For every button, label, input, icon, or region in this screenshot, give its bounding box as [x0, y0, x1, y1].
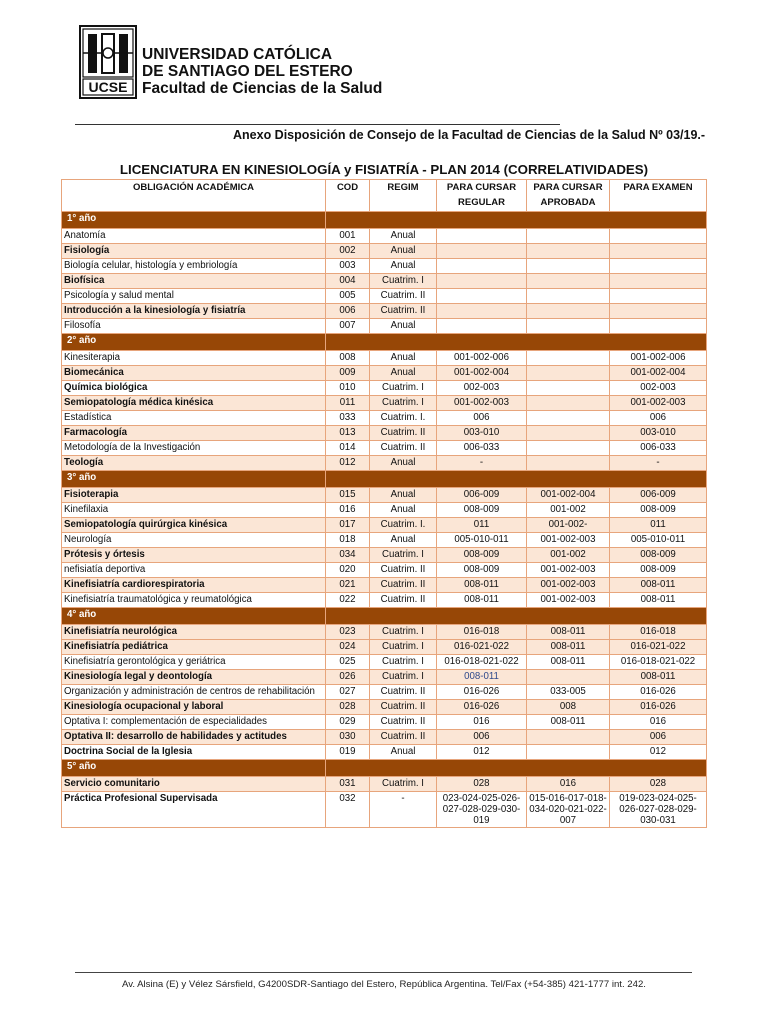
subject-name: Neurología	[62, 533, 326, 548]
subject-code: 021	[326, 578, 370, 593]
req-examen: 006	[610, 411, 707, 426]
subject-code: 031	[326, 777, 370, 792]
req-aprobada	[527, 396, 610, 411]
subject-regime: Anual	[370, 229, 437, 244]
req-regular: 008-009	[437, 563, 527, 578]
req-examen: 016	[610, 715, 707, 730]
subject-code: 024	[326, 640, 370, 655]
req-regular: 008-011	[437, 593, 527, 608]
subject-name: Optativa I: complementación de especialidades	[62, 715, 326, 730]
table-row	[62, 670, 707, 685]
table-row	[62, 518, 707, 533]
req-aprobada	[527, 351, 610, 366]
svg-text:UCSE: UCSE	[88, 79, 128, 95]
table-row	[62, 792, 707, 828]
subject-code: 019	[326, 745, 370, 760]
req-examen: 008-009	[610, 548, 707, 563]
subject-regime: Cuatrim. I	[370, 640, 437, 655]
subject-name: Química biológica	[62, 381, 326, 396]
subject-name: Psicología y salud mental	[62, 289, 326, 304]
req-aprobada: 008-011	[527, 715, 610, 730]
req-examen	[610, 244, 707, 259]
subject-code: 003	[326, 259, 370, 274]
header-aprobada	[527, 180, 610, 212]
institution-header	[142, 46, 382, 97]
table-row	[62, 366, 707, 381]
subject-regime: Anual	[370, 533, 437, 548]
req-examen: 005-010-011	[610, 533, 707, 548]
subject-regime: Cuatrim. II	[370, 578, 437, 593]
req-examen: 001-002-003	[610, 396, 707, 411]
table-row	[62, 625, 707, 640]
subject-code: 028	[326, 700, 370, 715]
subject-code: 034	[326, 548, 370, 563]
subject-name: Farmacología	[62, 426, 326, 441]
table-row	[62, 777, 707, 792]
header-aprobada-line1: PARA CURSAR	[533, 182, 603, 193]
subject-regime: Cuatrim. I	[370, 381, 437, 396]
req-examen: 001-002-006	[610, 351, 707, 366]
footer-divider	[75, 972, 692, 973]
subject-name: Teología	[62, 456, 326, 471]
subject-regime: Cuatrim. II	[370, 715, 437, 730]
subject-code: 016	[326, 503, 370, 518]
subject-regime: Cuatrim. I	[370, 548, 437, 563]
req-examen: 011	[610, 518, 707, 533]
req-regular: 016	[437, 715, 527, 730]
req-regular	[437, 244, 527, 259]
year-band-fill	[326, 760, 707, 777]
subject-regime: Cuatrim. II	[370, 593, 437, 608]
subject-regime: Anual	[370, 366, 437, 381]
subject-name: Semiopatología quirúrgica kinésica	[62, 518, 326, 533]
subject-regime: Cuatrim. II	[370, 685, 437, 700]
req-examen: 001-002-004	[610, 366, 707, 381]
subject-code: 025	[326, 655, 370, 670]
req-regular	[437, 259, 527, 274]
subject-name: Servicio comunitario	[62, 777, 326, 792]
subject-name: Kinesiología ocupacional y laboral	[62, 700, 326, 715]
req-regular	[437, 319, 527, 334]
table-row	[62, 685, 707, 700]
req-regular: 008-009	[437, 548, 527, 563]
req-regular: 016-018	[437, 625, 527, 640]
req-aprobada	[527, 229, 610, 244]
subject-name: Optativa II: desarrollo de habilidades y actitudes	[62, 730, 326, 745]
req-aprobada	[527, 366, 610, 381]
subject-code: 030	[326, 730, 370, 745]
subject-code: 018	[326, 533, 370, 548]
table-row	[62, 381, 707, 396]
subject-regime: Anual	[370, 745, 437, 760]
table-row	[62, 503, 707, 518]
faculty-name: Facultad de Ciencias de la Salud	[142, 80, 383, 97]
subject-name: Metodología de la Investigación	[62, 441, 326, 456]
req-aprobada	[527, 456, 610, 471]
req-examen: 002-003	[610, 381, 707, 396]
subject-code: 008	[326, 351, 370, 366]
document-title: LICENCIATURA EN KINESIOLOGÍA y FISIATRÍA - PLAN 2014 (CORRELATIVIDADES)	[119, 162, 649, 177]
subject-regime: Anual	[370, 259, 437, 274]
subject-name: Kinesiología legal y deontología	[62, 670, 326, 685]
subject-code: 032	[326, 792, 370, 828]
subject-name: Kinefisiatría pediátrica	[62, 640, 326, 655]
req-aprobada	[527, 304, 610, 319]
req-regular: 006	[437, 411, 527, 426]
subject-code: 012	[326, 456, 370, 471]
subject-name: Kinefisiatría gerontológica y geriátrica	[62, 655, 326, 670]
header-regular-line2: REGULAR	[458, 197, 505, 208]
req-examen: 008-011	[610, 593, 707, 608]
subject-code: 009	[326, 366, 370, 381]
header-obligation: OBLIGACIÓN ACADÉMICA	[62, 180, 326, 212]
table-row	[62, 244, 707, 259]
table-row	[62, 548, 707, 563]
year-label: 5° año	[62, 760, 326, 777]
req-examen	[610, 319, 707, 334]
req-regular: 008-009	[437, 503, 527, 518]
subject-name: Introducción a la kinesiología y fisiatría	[62, 304, 326, 319]
req-aprobada	[527, 274, 610, 289]
req-regular: 001-002-006	[437, 351, 527, 366]
table-row	[62, 578, 707, 593]
subject-regime: Cuatrim. II	[370, 441, 437, 456]
req-aprobada: 001-002-003	[527, 533, 610, 548]
req-examen: 019-023-024-025-026-027-028-029-030-031	[610, 792, 707, 828]
subject-regime: Anual	[370, 351, 437, 366]
correlatives-table	[61, 179, 707, 828]
table-row	[62, 304, 707, 319]
table-row	[62, 456, 707, 471]
req-examen: 008-011	[610, 578, 707, 593]
subject-code: 010	[326, 381, 370, 396]
req-aprobada: 015-016-017-018-034-020-021-022-007	[527, 792, 610, 828]
req-examen: 016-026	[610, 700, 707, 715]
req-regular: 008-011	[437, 670, 527, 685]
subject-name: Semiopatología médica kinésica	[62, 396, 326, 411]
header-regim: REGIM	[370, 180, 437, 212]
req-aprobada	[527, 730, 610, 745]
subject-code: 013	[326, 426, 370, 441]
subject-regime: Cuatrim. I	[370, 670, 437, 685]
req-regular: 016-026	[437, 700, 527, 715]
subject-code: 014	[326, 441, 370, 456]
req-aprobada: 001-002-	[527, 518, 610, 533]
subject-regime: Cuatrim. II	[370, 730, 437, 745]
req-regular: 016-021-022	[437, 640, 527, 655]
req-aprobada	[527, 319, 610, 334]
table-row	[62, 441, 707, 456]
subject-code: 005	[326, 289, 370, 304]
req-examen: 008-009	[610, 563, 707, 578]
table-row	[62, 715, 707, 730]
table-row	[62, 259, 707, 274]
req-regular: 028	[437, 777, 527, 792]
req-regular: 001-002-003	[437, 396, 527, 411]
subject-code: 023	[326, 625, 370, 640]
req-aprobada: 001-002-004	[527, 488, 610, 503]
req-examen: 016-018	[610, 625, 707, 640]
req-regular: -	[437, 456, 527, 471]
req-examen: 028	[610, 777, 707, 792]
ucse-logo	[79, 25, 137, 99]
subject-name: Estadística	[62, 411, 326, 426]
subject-code: 007	[326, 319, 370, 334]
subject-regime: Cuatrim. II	[370, 563, 437, 578]
req-aprobada: 008	[527, 700, 610, 715]
subject-code: 002	[326, 244, 370, 259]
subject-code: 011	[326, 396, 370, 411]
table-row	[62, 274, 707, 289]
subject-name: Prótesis y órtesis	[62, 548, 326, 563]
req-examen: 016-021-022	[610, 640, 707, 655]
table-row	[62, 655, 707, 670]
year-band-row	[62, 334, 707, 351]
req-aprobada: 008-011	[527, 625, 610, 640]
year-label: 2° año	[62, 334, 326, 351]
table-row	[62, 745, 707, 760]
subject-name: Práctica Profesional Supervisada	[62, 792, 326, 828]
subject-code: 004	[326, 274, 370, 289]
subject-name: Kinefisiatría neurológica	[62, 625, 326, 640]
header-cod: COD	[326, 180, 370, 212]
req-aprobada	[527, 259, 610, 274]
table-row	[62, 563, 707, 578]
req-examen: 008-011	[610, 670, 707, 685]
req-regular: 006-009	[437, 488, 527, 503]
subject-name: Organización y administración de centros de rehabilitación	[62, 685, 326, 700]
year-label: 4° año	[62, 608, 326, 625]
req-aprobada	[527, 670, 610, 685]
annex-line: Anexo Disposición de Consejo de la Facultad de Ciencias de la Salud Nº 03/19.-	[233, 128, 706, 142]
header-divider	[75, 124, 560, 125]
subject-name: Anatomía	[62, 229, 326, 244]
table-row	[62, 640, 707, 655]
req-aprobada	[527, 426, 610, 441]
req-regular: 008-011	[437, 578, 527, 593]
year-band-row	[62, 760, 707, 777]
req-aprobada	[527, 745, 610, 760]
table-row	[62, 700, 707, 715]
req-regular: 002-003	[437, 381, 527, 396]
req-regular: 001-002-004	[437, 366, 527, 381]
req-regular: 012	[437, 745, 527, 760]
year-band-fill	[326, 471, 707, 488]
req-examen: -	[610, 456, 707, 471]
subject-name: Biología celular, histología y embriología	[62, 259, 326, 274]
req-aprobada: 001-002	[527, 503, 610, 518]
subject-regime: Cuatrim. I.	[370, 518, 437, 533]
table-row	[62, 411, 707, 426]
subject-code: 026	[326, 670, 370, 685]
subject-regime: Anual	[370, 319, 437, 334]
subject-name: Doctrina Social de la Iglesia	[62, 745, 326, 760]
table-row	[62, 593, 707, 608]
subject-code: 006	[326, 304, 370, 319]
subject-regime: Anual	[370, 456, 437, 471]
req-examen	[610, 304, 707, 319]
subject-name: Biofísica	[62, 274, 326, 289]
subject-code: 017	[326, 518, 370, 533]
req-regular	[437, 274, 527, 289]
subject-name: Kinefisiatría traumatológica y reumatológica	[62, 593, 326, 608]
req-regular: 016-026	[437, 685, 527, 700]
subject-name: Kinefisiatría cardiorespiratoria	[62, 578, 326, 593]
req-aprobada: 033-005	[527, 685, 610, 700]
subject-code: 029	[326, 715, 370, 730]
req-examen	[610, 289, 707, 304]
year-label: 1° año	[62, 212, 326, 229]
subject-regime: Cuatrim. II	[370, 289, 437, 304]
subject-code: 020	[326, 563, 370, 578]
table-header-row	[62, 180, 707, 212]
table-row	[62, 533, 707, 548]
table-row	[62, 730, 707, 745]
req-aprobada: 008-011	[527, 655, 610, 670]
subject-name: nefisiatía deportiva	[62, 563, 326, 578]
req-examen: 006	[610, 730, 707, 745]
req-regular: 011	[437, 518, 527, 533]
subject-code: 027	[326, 685, 370, 700]
req-aprobada: 008-011	[527, 640, 610, 655]
req-regular: 005-010-011	[437, 533, 527, 548]
req-regular	[437, 229, 527, 244]
req-examen: 006-009	[610, 488, 707, 503]
footer-address: Av. Alsina (E) y Vélez Sársfield, G4200SDR-Santiago del Estero, República Argentina. Tel/Fax (+54-385) 421-1777 int. 242.	[122, 979, 646, 990]
year-band-row	[62, 212, 707, 229]
year-band-row	[62, 608, 707, 625]
req-examen: 016-026	[610, 685, 707, 700]
req-regular: 006	[437, 730, 527, 745]
req-regular: 006-033	[437, 441, 527, 456]
subject-regime: Cuatrim. I	[370, 396, 437, 411]
subject-regime: Cuatrim. I.	[370, 411, 437, 426]
req-aprobada: 001-002-003	[527, 593, 610, 608]
table-row	[62, 289, 707, 304]
req-aprobada: 016	[527, 777, 610, 792]
table-row	[62, 229, 707, 244]
header-examen: PARA EXAMEN	[610, 180, 707, 212]
subject-code: 015	[326, 488, 370, 503]
institution-name-line2: DE SANTIAGO DEL ESTERO	[142, 63, 353, 80]
table-row	[62, 396, 707, 411]
subject-regime: Anual	[370, 503, 437, 518]
req-aprobada	[527, 441, 610, 456]
subject-code: 022	[326, 593, 370, 608]
year-band-fill	[326, 212, 707, 229]
req-regular: 023-024-025-026-027-028-029-030-019	[437, 792, 527, 828]
subject-regime: Cuatrim. II	[370, 304, 437, 319]
year-band-row	[62, 471, 707, 488]
subject-regime: Cuatrim. II	[370, 426, 437, 441]
subject-regime: Cuatrim. I	[370, 655, 437, 670]
header-regular	[437, 180, 527, 212]
req-aprobada: 001-002-003	[527, 563, 610, 578]
req-examen: 012	[610, 745, 707, 760]
subject-regime: Anual	[370, 244, 437, 259]
req-aprobada	[527, 381, 610, 396]
subject-regime: Cuatrim. I	[370, 777, 437, 792]
subject-regime: -	[370, 792, 437, 828]
subject-name: Fisioterapia	[62, 488, 326, 503]
req-regular	[437, 304, 527, 319]
req-examen: 003-010	[610, 426, 707, 441]
header-aprobada-line2: APROBADA	[540, 197, 596, 208]
req-aprobada: 001-002-003	[527, 578, 610, 593]
req-regular	[437, 289, 527, 304]
table-row	[62, 351, 707, 366]
year-band-fill	[326, 608, 707, 625]
subject-code: 001	[326, 229, 370, 244]
subject-regime: Cuatrim. I	[370, 274, 437, 289]
req-examen	[610, 274, 707, 289]
req-examen: 016-018-021-022	[610, 655, 707, 670]
table-row	[62, 426, 707, 441]
subject-regime: Cuatrim. I	[370, 625, 437, 640]
subject-name: Biomecánica	[62, 366, 326, 381]
institution-name-line1: UNIVERSIDAD CATÓLICA	[142, 46, 333, 63]
req-regular: 003-010	[437, 426, 527, 441]
subject-name: Kinefilaxia	[62, 503, 326, 518]
req-examen	[610, 229, 707, 244]
subject-regime: Anual	[370, 488, 437, 503]
req-examen: 006-033	[610, 441, 707, 456]
table-row	[62, 319, 707, 334]
req-regular: 016-018-021-022	[437, 655, 527, 670]
req-aprobada	[527, 289, 610, 304]
subject-regime: Cuatrim. II	[370, 700, 437, 715]
req-aprobada	[527, 411, 610, 426]
header-regular-line1: PARA CURSAR	[446, 182, 517, 193]
table-row	[62, 488, 707, 503]
req-examen	[610, 259, 707, 274]
subject-name: Kinesiterapia	[62, 351, 326, 366]
req-examen: 008-009	[610, 503, 707, 518]
req-aprobada	[527, 244, 610, 259]
year-band-fill	[326, 334, 707, 351]
req-aprobada: 001-002	[527, 548, 610, 563]
subject-code: 033	[326, 411, 370, 426]
year-label: 3° año	[62, 471, 326, 488]
subject-name: Filosofía	[62, 319, 326, 334]
subject-name: Fisiología	[62, 244, 326, 259]
